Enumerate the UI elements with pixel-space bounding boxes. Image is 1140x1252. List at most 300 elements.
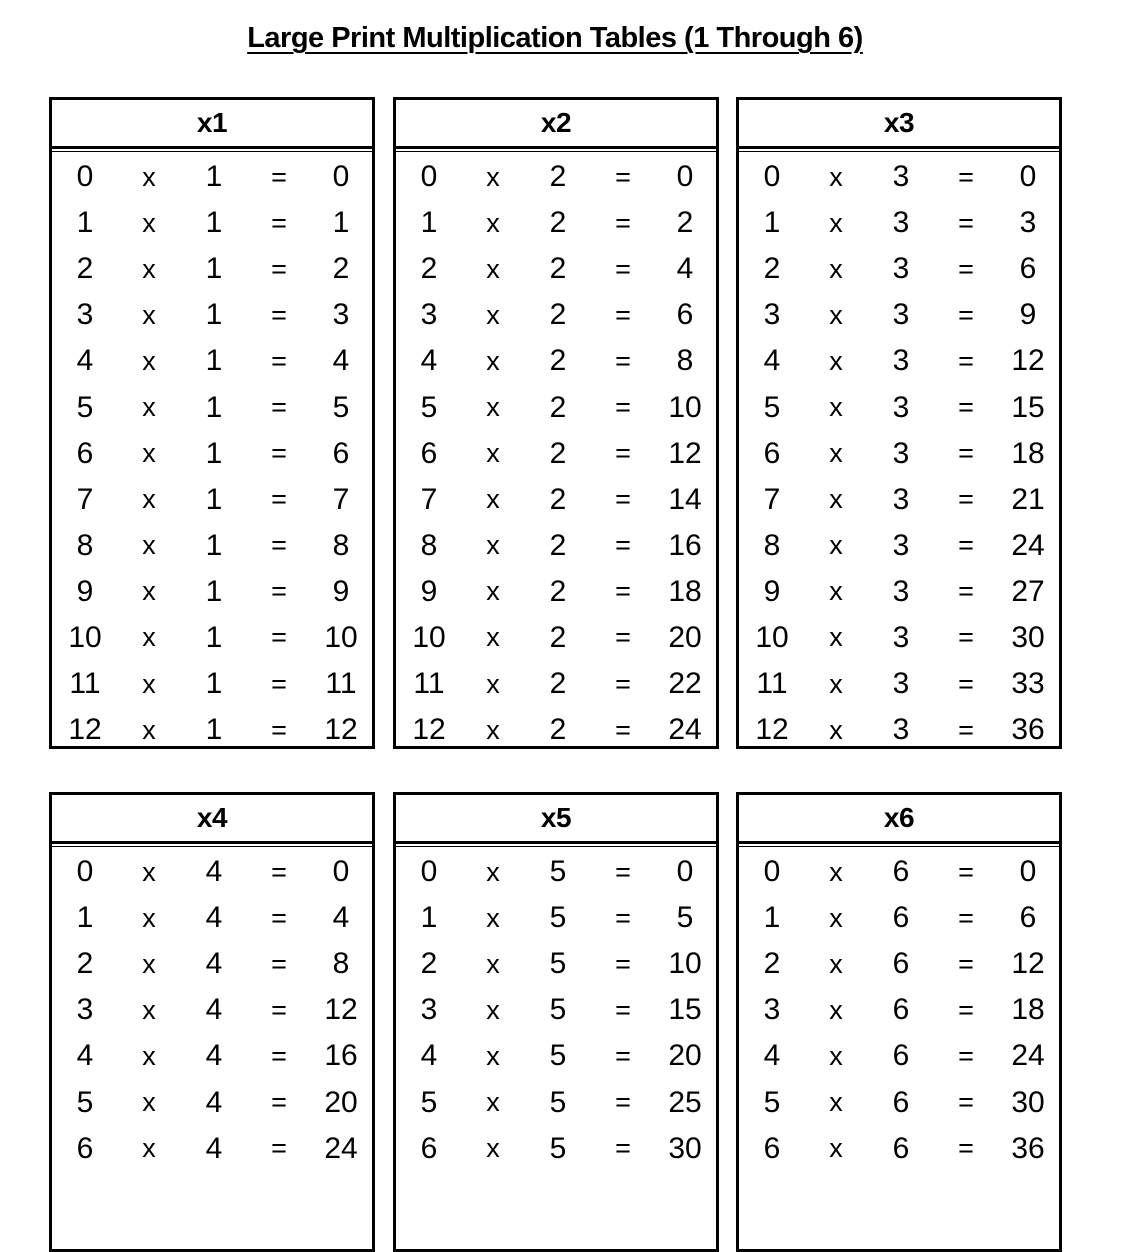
table-row <box>739 292 1059 338</box>
equals-sign: = <box>958 948 974 979</box>
equals-sign: = <box>271 161 287 192</box>
multiplicand-cell: 12 <box>755 713 789 747</box>
equals-sign: = <box>615 714 631 745</box>
multiplier-cell: 4 <box>205 1039 223 1073</box>
product-cell: 27 <box>1011 574 1045 608</box>
multiplier-cell: 2 <box>549 482 567 516</box>
table-row <box>52 154 372 200</box>
times-sign: x <box>829 668 843 699</box>
product-cell: 21 <box>1011 482 1045 516</box>
table-row <box>396 1126 716 1172</box>
multiplier-cell: 4 <box>205 901 223 935</box>
equals-sign: = <box>958 253 974 284</box>
multiplicand-cell: 11 <box>413 667 445 701</box>
multiplicand-cell: 0 <box>420 855 438 889</box>
product-cell: 15 <box>668 993 702 1027</box>
table-row <box>52 941 372 987</box>
equals-sign: = <box>271 714 287 745</box>
times-sign: x <box>486 668 500 699</box>
equals-sign: = <box>958 161 974 192</box>
multiplicand-cell: 5 <box>420 1085 438 1119</box>
multiplicand-cell: 0 <box>420 160 438 194</box>
multiplicand-cell: 12 <box>68 713 102 747</box>
multiplicand-cell: 11 <box>69 667 101 701</box>
multiplier-cell: 1 <box>205 713 223 747</box>
equals-sign: = <box>271 207 287 238</box>
multiplicand-cell: 0 <box>763 855 781 889</box>
multiplicand-cell: 7 <box>420 482 438 516</box>
table-x4 <box>49 792 375 1252</box>
product-cell: 1 <box>332 206 350 240</box>
product-cell: 0 <box>676 855 694 889</box>
product-cell: 8 <box>332 528 350 562</box>
multiplicand-cell: 3 <box>763 993 781 1027</box>
times-sign: x <box>829 1040 843 1071</box>
multiplicand-cell: 10 <box>68 620 102 654</box>
times-sign: x <box>486 392 500 423</box>
table-x3 <box>736 97 1062 749</box>
equals-sign: = <box>615 902 631 933</box>
table-row <box>52 849 372 895</box>
table-row <box>396 895 716 941</box>
table-row <box>739 246 1059 292</box>
equals-sign: = <box>615 161 631 192</box>
times-sign: x <box>829 1133 843 1164</box>
times-sign: x <box>486 576 500 607</box>
product-cell: 22 <box>668 667 702 701</box>
equals-sign: = <box>615 207 631 238</box>
multiplicand-cell: 3 <box>763 298 781 332</box>
table-row <box>739 1126 1059 1172</box>
multiplicand-cell: 2 <box>420 947 438 981</box>
equals-sign: = <box>615 438 631 469</box>
table-body <box>396 151 716 753</box>
product-cell: 16 <box>324 1039 358 1073</box>
equals-sign: = <box>271 299 287 330</box>
multiplicand-cell: 4 <box>420 1039 438 1073</box>
times-sign: x <box>486 948 500 979</box>
equals-sign: = <box>615 1133 631 1164</box>
times-sign: x <box>829 714 843 745</box>
equals-sign: = <box>615 948 631 979</box>
multiplier-cell: 3 <box>892 667 910 701</box>
product-cell: 20 <box>668 620 702 654</box>
table-row <box>52 895 372 941</box>
table-row <box>739 431 1059 477</box>
times-sign: x <box>486 345 500 376</box>
multiplicand-cell: 9 <box>420 574 438 608</box>
product-cell: 24 <box>324 1131 358 1165</box>
equals-sign: = <box>615 299 631 330</box>
product-cell: 8 <box>332 947 350 981</box>
product-cell: 6 <box>676 298 694 332</box>
product-cell: 0 <box>1019 160 1037 194</box>
multiplier-cell: 1 <box>205 482 223 516</box>
equals-sign: = <box>271 668 287 699</box>
table-row <box>52 987 372 1033</box>
multiplicand-cell: 2 <box>76 252 94 286</box>
multiplicand-cell: 3 <box>420 298 438 332</box>
product-cell: 25 <box>668 1085 702 1119</box>
multiplicand-cell: 3 <box>76 298 94 332</box>
product-cell: 6 <box>1019 252 1037 286</box>
product-cell: 30 <box>1011 620 1045 654</box>
multiplicand-cell: 1 <box>420 901 438 935</box>
product-cell: 18 <box>1011 436 1045 470</box>
multiplicand-cell: 6 <box>76 436 94 470</box>
table-row <box>739 615 1059 661</box>
multiplier-cell: 6 <box>892 901 910 935</box>
equals-sign: = <box>615 345 631 376</box>
table-row <box>52 431 372 477</box>
times-sign: x <box>486 1133 500 1164</box>
multiplicand-cell: 6 <box>763 436 781 470</box>
times-sign: x <box>829 438 843 469</box>
multiplier-cell: 3 <box>892 482 910 516</box>
product-cell: 20 <box>668 1039 702 1073</box>
table-row <box>52 200 372 246</box>
multiplicand-cell: 1 <box>76 206 94 240</box>
multiplicand-cell: 4 <box>76 344 94 378</box>
multiplier-cell: 1 <box>205 436 223 470</box>
table-row <box>396 477 716 523</box>
equals-sign: = <box>271 438 287 469</box>
times-sign: x <box>142 994 156 1025</box>
multiplier-cell: 2 <box>549 620 567 654</box>
times-sign: x <box>829 345 843 376</box>
times-sign: x <box>829 948 843 979</box>
multiplier-cell: 5 <box>549 1131 567 1165</box>
multiplier-cell: 3 <box>892 298 910 332</box>
times-sign: x <box>829 994 843 1025</box>
multiplier-cell: 4 <box>205 855 223 889</box>
table-row <box>739 154 1059 200</box>
product-cell: 5 <box>676 901 694 935</box>
table-row <box>396 431 716 477</box>
product-cell: 18 <box>668 574 702 608</box>
table-row <box>739 1033 1059 1079</box>
multiplier-cell: 4 <box>205 993 223 1027</box>
equals-sign: = <box>271 948 287 979</box>
times-sign: x <box>829 207 843 238</box>
times-sign: x <box>486 1040 500 1071</box>
table-row <box>739 895 1059 941</box>
equals-sign: = <box>271 530 287 561</box>
multiplicand-cell: 12 <box>412 713 446 747</box>
equals-sign: = <box>958 994 974 1025</box>
product-cell: 7 <box>332 482 350 516</box>
multiplier-cell: 3 <box>892 252 910 286</box>
times-sign: x <box>486 994 500 1025</box>
times-sign: x <box>142 299 156 330</box>
product-cell: 9 <box>1019 298 1037 332</box>
multiplicand-cell: 9 <box>763 574 781 608</box>
equals-sign: = <box>958 1133 974 1164</box>
table-x2 <box>393 97 719 749</box>
table-row <box>396 292 716 338</box>
equals-sign: = <box>271 622 287 653</box>
times-sign: x <box>829 576 843 607</box>
table-header: x5 <box>396 795 716 844</box>
equals-sign: = <box>271 345 287 376</box>
multiplier-cell: 6 <box>892 993 910 1027</box>
times-sign: x <box>486 714 500 745</box>
table-row <box>739 849 1059 895</box>
product-cell: 5 <box>332 390 350 424</box>
product-cell: 12 <box>324 713 358 747</box>
table-row <box>52 292 372 338</box>
product-cell: 0 <box>332 855 350 889</box>
times-sign: x <box>829 530 843 561</box>
table-row <box>739 477 1059 523</box>
multiplier-cell: 3 <box>892 713 910 747</box>
equals-sign: = <box>615 994 631 1025</box>
product-cell: 2 <box>676 206 694 240</box>
multiplier-cell: 6 <box>892 855 910 889</box>
product-cell: 24 <box>1011 1039 1045 1073</box>
times-sign: x <box>486 253 500 284</box>
times-sign: x <box>486 299 500 330</box>
multiplicand-cell: 2 <box>763 252 781 286</box>
product-cell: 3 <box>1019 206 1037 240</box>
equals-sign: = <box>271 856 287 887</box>
multiplicand-cell: 6 <box>76 1131 94 1165</box>
product-cell: 24 <box>1011 528 1045 562</box>
product-cell: 6 <box>332 436 350 470</box>
product-cell: 12 <box>1011 344 1045 378</box>
product-cell: 2 <box>332 252 350 286</box>
table-x1 <box>49 97 375 749</box>
product-cell: 4 <box>676 252 694 286</box>
equals-sign: = <box>958 576 974 607</box>
product-cell: 10 <box>668 390 702 424</box>
multiplicand-cell: 3 <box>420 993 438 1027</box>
product-cell: 33 <box>1011 667 1045 701</box>
table-row <box>52 523 372 569</box>
product-cell: 0 <box>676 160 694 194</box>
table-x5 <box>393 792 719 1252</box>
table-row <box>52 246 372 292</box>
multiplier-cell: 3 <box>892 206 910 240</box>
multiplicand-cell: 4 <box>420 344 438 378</box>
multiplicand-cell: 10 <box>412 620 446 654</box>
multiplicand-cell: 8 <box>76 528 94 562</box>
multiplier-cell: 1 <box>205 160 223 194</box>
multiplier-cell: 5 <box>549 855 567 889</box>
multiplicand-cell: 4 <box>763 1039 781 1073</box>
times-sign: x <box>829 622 843 653</box>
times-sign: x <box>142 438 156 469</box>
multiplier-cell: 1 <box>205 574 223 608</box>
multiplicand-cell: 10 <box>755 620 789 654</box>
product-cell: 20 <box>324 1085 358 1119</box>
equals-sign: = <box>615 530 631 561</box>
table-body <box>739 151 1059 753</box>
times-sign: x <box>486 622 500 653</box>
table-row <box>52 569 372 615</box>
multiplicand-cell: 1 <box>763 206 781 240</box>
multiplicand-cell: 0 <box>763 160 781 194</box>
multiplicand-cell: 7 <box>76 482 94 516</box>
table-row <box>739 661 1059 707</box>
table-row <box>739 384 1059 430</box>
multiplicand-cell: 6 <box>420 1131 438 1165</box>
multiplicand-cell: 1 <box>76 901 94 935</box>
table-row <box>52 1126 372 1172</box>
multiplicand-cell: 7 <box>763 482 781 516</box>
page-title: Large Print Multiplication Tables (1 Through 6) <box>247 22 863 54</box>
times-sign: x <box>486 484 500 515</box>
multiplier-cell: 5 <box>549 1039 567 1073</box>
equals-sign: = <box>958 345 974 376</box>
equals-sign: = <box>958 714 974 745</box>
multiplier-cell: 6 <box>892 1131 910 1165</box>
multiplicand-cell: 1 <box>763 901 781 935</box>
product-cell: 14 <box>668 482 702 516</box>
times-sign: x <box>142 392 156 423</box>
table-body <box>739 846 1059 1172</box>
table-body <box>52 846 372 1172</box>
table-body <box>396 846 716 1172</box>
equals-sign: = <box>271 1040 287 1071</box>
table-row <box>396 1033 716 1079</box>
multiplier-cell: 2 <box>549 344 567 378</box>
table-row <box>52 1033 372 1079</box>
table-row <box>52 477 372 523</box>
table-body <box>52 151 372 753</box>
equals-sign: = <box>958 902 974 933</box>
times-sign: x <box>829 253 843 284</box>
multiplicand-cell: 1 <box>420 206 438 240</box>
equals-sign: = <box>615 576 631 607</box>
table-row <box>52 661 372 707</box>
times-sign: x <box>142 948 156 979</box>
equals-sign: = <box>958 207 974 238</box>
table-row <box>739 941 1059 987</box>
multiplier-cell: 5 <box>549 947 567 981</box>
multiplicand-cell: 3 <box>76 993 94 1027</box>
multiplier-cell: 2 <box>549 574 567 608</box>
multiplier-cell: 6 <box>892 1085 910 1119</box>
product-cell: 0 <box>332 160 350 194</box>
times-sign: x <box>142 902 156 933</box>
equals-sign: = <box>271 1087 287 1118</box>
equals-sign: = <box>271 253 287 284</box>
equals-sign: = <box>271 392 287 423</box>
times-sign: x <box>486 530 500 561</box>
multiplier-cell: 3 <box>892 528 910 562</box>
product-cell: 4 <box>332 901 350 935</box>
product-cell: 36 <box>1011 713 1045 747</box>
table-x6 <box>736 792 1062 1252</box>
table-row <box>396 941 716 987</box>
times-sign: x <box>142 576 156 607</box>
table-row <box>739 569 1059 615</box>
product-cell: 10 <box>324 620 358 654</box>
times-sign: x <box>486 856 500 887</box>
product-cell: 0 <box>1019 855 1037 889</box>
equals-sign: = <box>615 1040 631 1071</box>
product-cell: 36 <box>1011 1131 1045 1165</box>
equals-sign: = <box>958 1040 974 1071</box>
times-sign: x <box>142 1040 156 1071</box>
table-row <box>52 615 372 661</box>
table-row <box>396 523 716 569</box>
multiplier-cell: 4 <box>205 1131 223 1165</box>
product-cell: 15 <box>1011 390 1045 424</box>
equals-sign: = <box>615 484 631 515</box>
product-cell: 6 <box>1019 901 1037 935</box>
equals-sign: = <box>958 392 974 423</box>
table-row <box>396 987 716 1033</box>
multiplier-cell: 3 <box>892 620 910 654</box>
table-row <box>52 384 372 430</box>
table-row <box>396 615 716 661</box>
equals-sign: = <box>271 1133 287 1164</box>
multiplier-cell: 3 <box>892 344 910 378</box>
product-cell: 3 <box>332 298 350 332</box>
product-cell: 11 <box>325 667 357 701</box>
product-cell: 12 <box>324 993 358 1027</box>
multiplier-cell: 6 <box>892 1039 910 1073</box>
multiplicand-cell: 2 <box>76 947 94 981</box>
times-sign: x <box>486 902 500 933</box>
product-cell: 30 <box>1011 1085 1045 1119</box>
multiplier-cell: 6 <box>892 947 910 981</box>
equals-sign: = <box>958 622 974 653</box>
multiplier-cell: 1 <box>205 667 223 701</box>
times-sign: x <box>486 1087 500 1118</box>
table-row <box>739 1079 1059 1125</box>
multiplicand-cell: 4 <box>76 1039 94 1073</box>
table-row <box>396 569 716 615</box>
multiplicand-cell: 8 <box>763 528 781 562</box>
multiplier-cell: 2 <box>549 206 567 240</box>
times-sign: x <box>829 484 843 515</box>
times-sign: x <box>142 207 156 238</box>
multiplicand-cell: 5 <box>76 390 94 424</box>
table-row <box>396 246 716 292</box>
times-sign: x <box>142 856 156 887</box>
table-row <box>52 707 372 753</box>
times-sign: x <box>486 438 500 469</box>
table-row <box>739 523 1059 569</box>
table-row <box>739 338 1059 384</box>
times-sign: x <box>486 207 500 238</box>
times-sign: x <box>829 1087 843 1118</box>
table-row <box>396 338 716 384</box>
table-row <box>396 707 716 753</box>
multiplier-cell: 1 <box>205 344 223 378</box>
times-sign: x <box>829 392 843 423</box>
table-header: x2 <box>396 100 716 149</box>
product-cell: 16 <box>668 528 702 562</box>
multiplier-cell: 1 <box>205 620 223 654</box>
multiplicand-cell: 11 <box>756 667 788 701</box>
multiplier-cell: 5 <box>549 1085 567 1119</box>
equals-sign: = <box>958 668 974 699</box>
multiplier-cell: 4 <box>205 1085 223 1119</box>
times-sign: x <box>142 714 156 745</box>
multiplier-cell: 2 <box>549 713 567 747</box>
multiplier-cell: 3 <box>892 390 910 424</box>
multiplier-cell: 2 <box>549 390 567 424</box>
multiplier-cell: 3 <box>892 574 910 608</box>
equals-sign: = <box>615 856 631 887</box>
times-sign: x <box>142 484 156 515</box>
multiplier-cell: 4 <box>205 947 223 981</box>
multiplier-cell: 1 <box>205 298 223 332</box>
